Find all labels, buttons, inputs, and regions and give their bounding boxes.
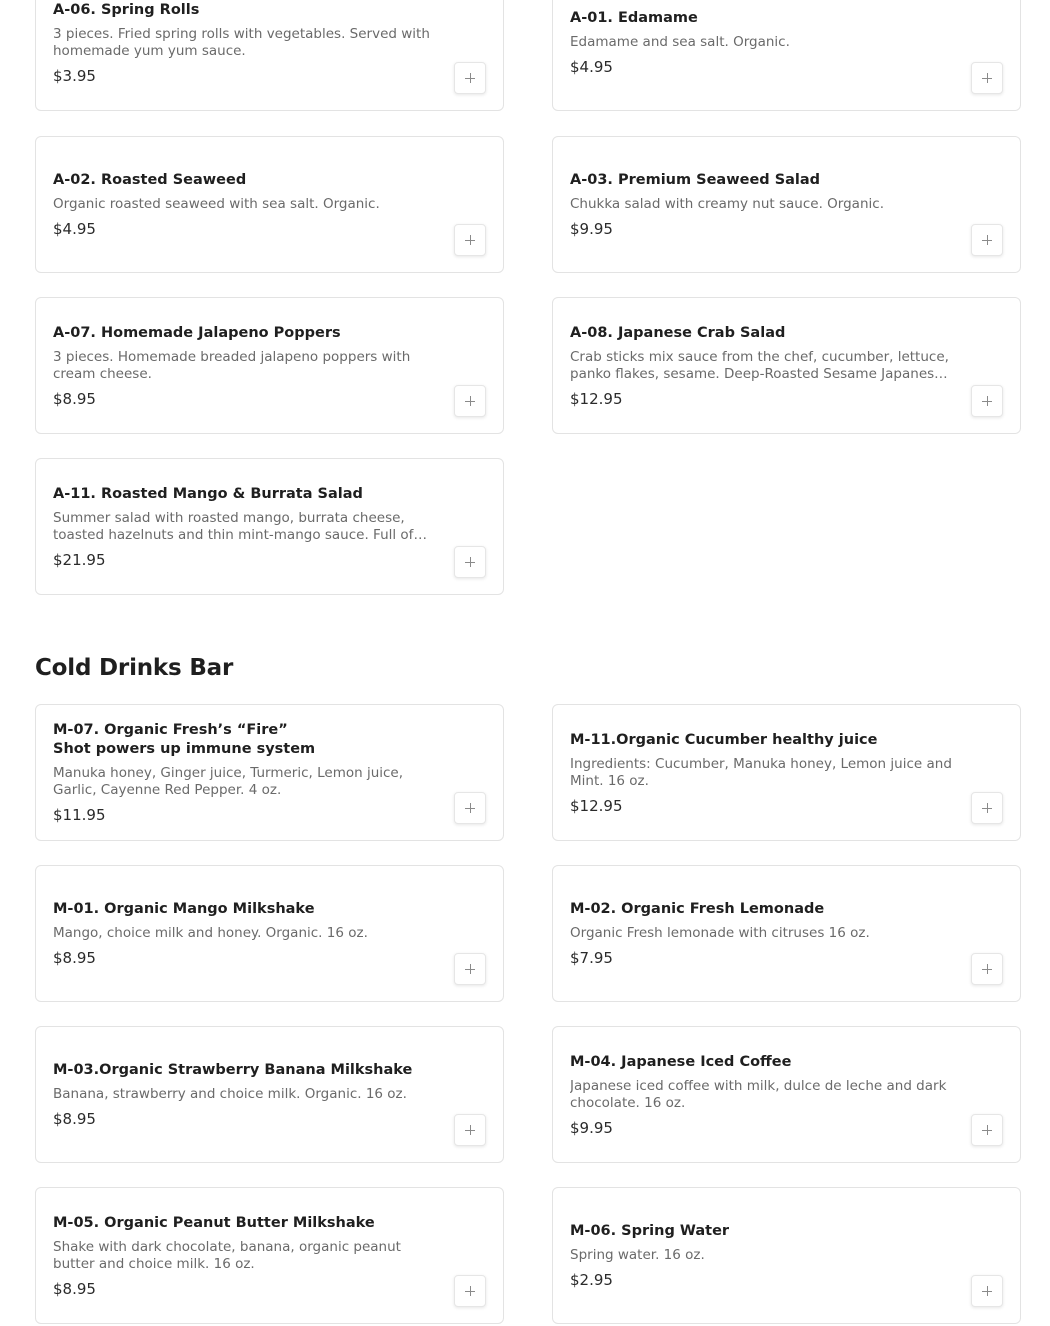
menu-item-description: Shake with dark chocolate, banana, organic peanut butter and choice milk. 16 oz. bbox=[53, 1238, 401, 1272]
menu-item-card[interactable] bbox=[552, 1026, 1021, 1163]
menu-item-title: A-08. Japanese Crab Salad bbox=[570, 324, 786, 341]
plus-icon bbox=[465, 964, 475, 974]
menu-item-card[interactable] bbox=[552, 865, 1021, 1002]
plus-icon bbox=[465, 803, 475, 813]
menu-item-price: $9.95 bbox=[570, 1118, 613, 1137]
menu-item-price: $12.95 bbox=[570, 796, 623, 815]
plus-icon bbox=[465, 557, 475, 567]
section-title-cold-drinks: Cold Drinks Bar bbox=[35, 655, 234, 681]
add-to-cart-button[interactable] bbox=[454, 1275, 486, 1307]
menu-item-description: Edamame and sea salt. Organic. bbox=[570, 34, 790, 50]
menu-item-title: A-06. Spring Rolls bbox=[53, 1, 200, 18]
plus-icon bbox=[982, 803, 992, 813]
menu-item-card[interactable] bbox=[552, 136, 1021, 273]
menu-item-card[interactable] bbox=[35, 0, 504, 111]
add-to-cart-button[interactable] bbox=[971, 1114, 1003, 1146]
menu-item-description: Japanese iced coffee with milk, dulce de leche and dark chocolate. 16 oz. bbox=[570, 1077, 947, 1111]
menu-item-card[interactable] bbox=[552, 0, 1021, 111]
menu-item-price: $4.95 bbox=[53, 220, 96, 238]
menu-item-card[interactable] bbox=[552, 1187, 1021, 1324]
menu-item-price: $11.95 bbox=[53, 806, 106, 824]
menu-item-card[interactable] bbox=[552, 704, 1021, 841]
menu-item-price: $21.95 bbox=[53, 550, 106, 569]
menu-item-card[interactable] bbox=[35, 136, 504, 273]
add-to-cart-button[interactable] bbox=[454, 792, 486, 824]
add-to-cart-button[interactable] bbox=[454, 224, 486, 256]
menu-item-title: M-04. Japanese Iced Coffee bbox=[570, 1053, 792, 1070]
menu-item-card[interactable] bbox=[35, 1026, 504, 1163]
menu-item-description: Summer salad with roasted mango, burrata cheese, toasted hazelnuts and thin mint-mango sauce. Full of bbox=[53, 509, 414, 543]
menu-item-price: $9.95 bbox=[570, 220, 613, 238]
menu-item-title: M-06. Spring Water bbox=[570, 1223, 730, 1239]
menu-item-title: A-07. Homemade Jalapeno Poppers bbox=[53, 324, 341, 341]
menu-item-description: Organic Fresh lemonade with citruses 16 oz. bbox=[570, 925, 870, 941]
menu-item-title: A-01. Edamame bbox=[570, 10, 698, 26]
menu-item-price: $8.95 bbox=[53, 949, 96, 967]
menu-item-price: $7.95 bbox=[570, 949, 613, 967]
menu-item-card[interactable] bbox=[35, 865, 504, 1002]
menu-item-card[interactable] bbox=[35, 704, 504, 841]
add-to-cart-button[interactable] bbox=[971, 224, 1003, 256]
menu-item-price: $3.95 bbox=[53, 66, 96, 85]
plus-icon bbox=[465, 73, 475, 83]
add-to-cart-button[interactable] bbox=[454, 1114, 486, 1146]
menu-item-price: $4.95 bbox=[570, 58, 613, 76]
add-to-cart-button[interactable] bbox=[454, 62, 486, 94]
menu-item-description: 3 pieces. Fried spring rolls with vegetables. Served with homemade yum yum sauce. bbox=[53, 25, 430, 59]
plus-icon bbox=[982, 235, 992, 245]
plus-icon bbox=[982, 73, 992, 83]
menu-item-title: M-03.Organic Strawberry Banana Milkshake bbox=[53, 1062, 413, 1078]
menu-item-price: $8.95 bbox=[53, 1279, 96, 1298]
plus-icon bbox=[982, 1125, 992, 1135]
menu-item-title: M-05. Organic Peanut Butter Milkshake bbox=[53, 1214, 375, 1231]
plus-icon bbox=[465, 235, 475, 245]
menu-item-title: A-03. Premium Seaweed Salad bbox=[570, 172, 821, 188]
menu-item-description: Manuka honey, Ginger juice, Turmeric, Lemon juice, Garlic, Cayenne Red Pepper. 4 oz. bbox=[53, 765, 404, 798]
add-to-cart-button[interactable] bbox=[454, 546, 486, 578]
plus-icon bbox=[982, 964, 992, 974]
menu-item-description: Chukka salad with creamy nut sauce. Organic. bbox=[570, 196, 884, 212]
add-to-cart-button[interactable] bbox=[454, 953, 486, 985]
plus-icon bbox=[982, 396, 992, 406]
menu-item-description: Crab sticks mix sauce from the chef, cucumber, lettuce, panko flakes, sesame. Deep-Roasted Sesame Japanese bbox=[570, 348, 949, 382]
menu-item-card[interactable] bbox=[35, 458, 504, 595]
menu-item-price: $2.95 bbox=[570, 1271, 613, 1289]
add-to-cart-button[interactable] bbox=[971, 792, 1003, 824]
menu-item-title: M-11.Organic Cucumber healthy juice bbox=[570, 731, 878, 748]
add-to-cart-button[interactable] bbox=[971, 953, 1003, 985]
menu-item-description: Organic roasted seaweed with sea salt. Organic. bbox=[53, 196, 380, 212]
menu-item-price: $8.95 bbox=[53, 1110, 96, 1128]
menu-item-title: A-11. Roasted Mango & Burrata Salad bbox=[53, 485, 363, 502]
menu-item-card[interactable] bbox=[35, 297, 504, 434]
menu-item-title: M-02. Organic Fresh Lemonade bbox=[570, 901, 825, 917]
menu-item-title: M-01. Organic Mango Milkshake bbox=[53, 901, 315, 917]
plus-icon bbox=[465, 1286, 475, 1296]
plus-icon bbox=[465, 396, 475, 406]
menu-item-description: Ingredients: Cucumber, Manuka honey, Lemon juice and Mint. 16 oz. bbox=[570, 755, 952, 789]
menu-item-description: 3 pieces. Homemade breaded jalapeno poppers with cream cheese. bbox=[53, 348, 411, 382]
menu-item-title: M-07. Organic Fresh’s “Fire” Shot powers up immune system bbox=[53, 722, 316, 757]
menu-item-price: $12.95 bbox=[570, 389, 623, 408]
menu-item-description: Banana, strawberry and choice milk. Organic. 16 oz. bbox=[53, 1086, 407, 1102]
add-to-cart-button[interactable] bbox=[454, 385, 486, 417]
add-to-cart-button[interactable] bbox=[971, 1275, 1003, 1307]
menu-item-card[interactable] bbox=[35, 1187, 504, 1324]
menu-item-title: A-02. Roasted Seaweed bbox=[53, 172, 247, 188]
menu-item-description: Spring water. 16 oz. bbox=[570, 1247, 705, 1263]
plus-icon bbox=[982, 1286, 992, 1296]
menu-item-price: $8.95 bbox=[53, 389, 96, 408]
add-to-cart-button[interactable] bbox=[971, 62, 1003, 94]
menu-item-description: Mango, choice milk and honey. Organic. 16 oz. bbox=[53, 925, 368, 941]
add-to-cart-button[interactable] bbox=[971, 385, 1003, 417]
plus-icon bbox=[465, 1125, 475, 1135]
menu-item-card[interactable] bbox=[552, 297, 1021, 434]
